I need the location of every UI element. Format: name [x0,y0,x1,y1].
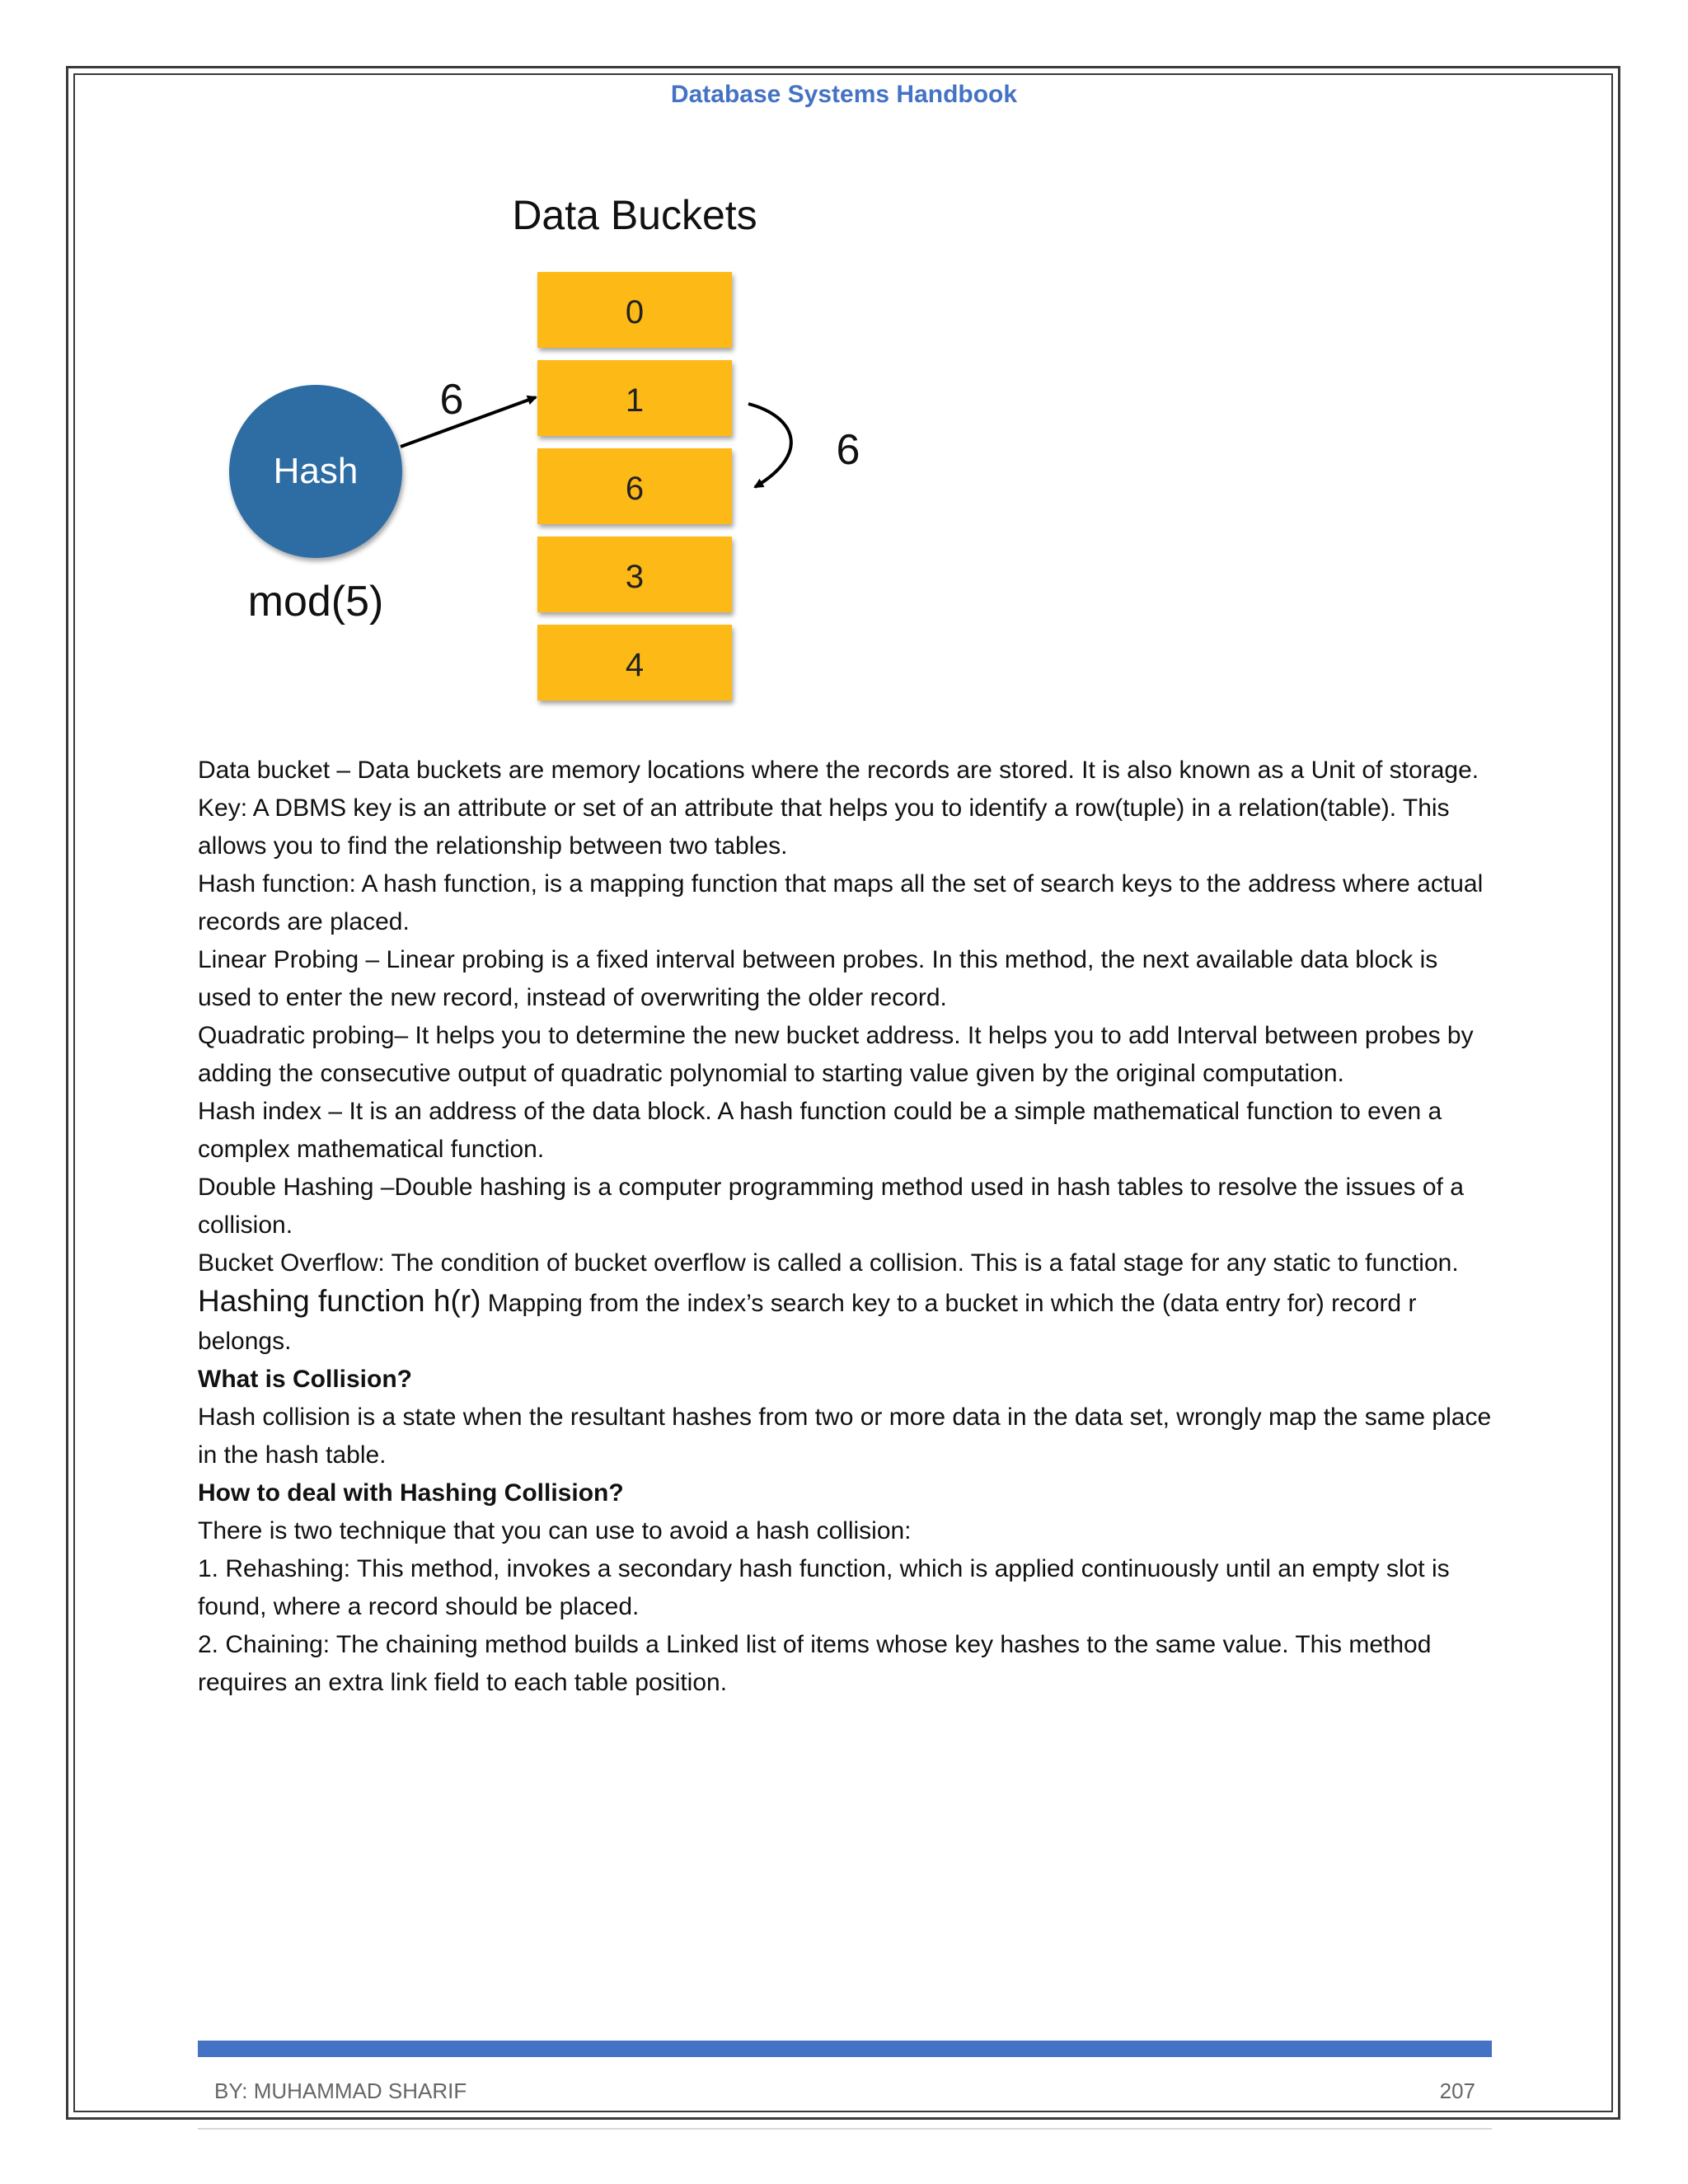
paragraph-linear-probing: Linear Probing – Linear probing is a fixed interval between probes. In this method, the next available data block is used to enter the new record, instead of overwriting the older record. [198,946,1438,1011]
mod-label: mod(5) [247,578,384,626]
hash-circle-label: Hash [273,451,359,491]
paragraph-hash-index: Hash index – It is an address of the data block. A hash function could be a simple mathematical function to even a complex mathematical function. [198,1098,1442,1163]
paragraph-chaining: 2. Chaining: The chaining method builds a Linked list of items whose key hashes to the same value. This method requires an extra link field to each table position. [198,1631,1432,1696]
paragraph-key: Key: A DBMS key is an attribute or set of an attribute that helps you to identify a row(tuple) in a relation(table). This allows you to find the relationship between two tables. [198,794,1450,860]
hashing-function-term: Hashing function h(r) [198,1284,481,1318]
diagram-title: Data Buckets [512,192,757,238]
page-header-title: Database Systems Handbook [670,81,1018,108]
bucket-0 [537,272,732,348]
paragraph-hashing-function [198,1282,1492,1361]
bucket-4 [537,625,732,701]
arrow-label: 6 [439,376,464,424]
heading-deal-with-collision: How to deal with Hashing Collision? [198,1479,624,1507]
hashing-function-desc: Mapping from the index’s search key to a bucket in which the (data entry for) record r belongs. [198,1290,1417,1355]
paragraph-data-bucket: Data bucket – Data buckets are memory locations where the records are stored. It is also known as a Unit of storage. [198,757,1479,784]
footer-page-number: 207 [1439,2079,1475,2103]
paragraph-quadratic-probing: Quadratic probing– It helps you to determine the new bucket address. It helps you to add Interval between probes by adding the consecutive output of quadratic polynomial to starting value given by the original computation. [198,1022,1474,1087]
footer-author: BY: MUHAMMAD SHARIF [214,2079,467,2103]
body-text [198,752,1492,1702]
overflow-arrow [748,404,791,487]
bucket-2-label: 6 [625,471,645,507]
bucket-0-label: 0 [625,294,645,330]
paragraph-two-techniques: There is two technique that you can use to avoid a hash collision: [198,1517,912,1544]
hash-diagram [198,190,923,717]
footer-bar [198,2041,1492,2057]
bucket-1-label: 1 [625,382,645,419]
paragraph-hash-function: Hash function: A hash function, is a mapping function that maps all the set of search keys to the address where actual records are placed. [198,870,1484,935]
heading-what-is-collision: What is Collision? [198,1366,412,1393]
bucket-2 [537,448,732,524]
overflow-label: 6 [836,426,860,474]
hash-to-bucket-arrow [401,397,536,447]
bucket-3-label: 3 [625,559,645,595]
paragraph-bucket-overflow: Bucket Overflow: The condition of bucket overflow is called a collision. This is a fatal stage for any static to function. [198,1249,1459,1277]
bucket-3 [537,537,732,612]
paragraph-double-hashing: Double Hashing –Double hashing is a computer programming method used in hash tables to resolve the issues of a collision. [198,1174,1464,1239]
bottom-divider [198,2128,1492,2130]
hash-circle [229,385,402,558]
bucket-4-label: 4 [625,647,645,683]
paragraph-collision: Hash collision is a state when the resultant hashes from two or more data in the data set, wrongly map the same place in the hash table. [198,1404,1492,1469]
paragraph-rehashing: 1. Rehashing: This method, invokes a secondary hash function, which is applied continuously until an empty slot is found, where a record should be placed. [198,1555,1450,1620]
bucket-1 [537,360,732,436]
